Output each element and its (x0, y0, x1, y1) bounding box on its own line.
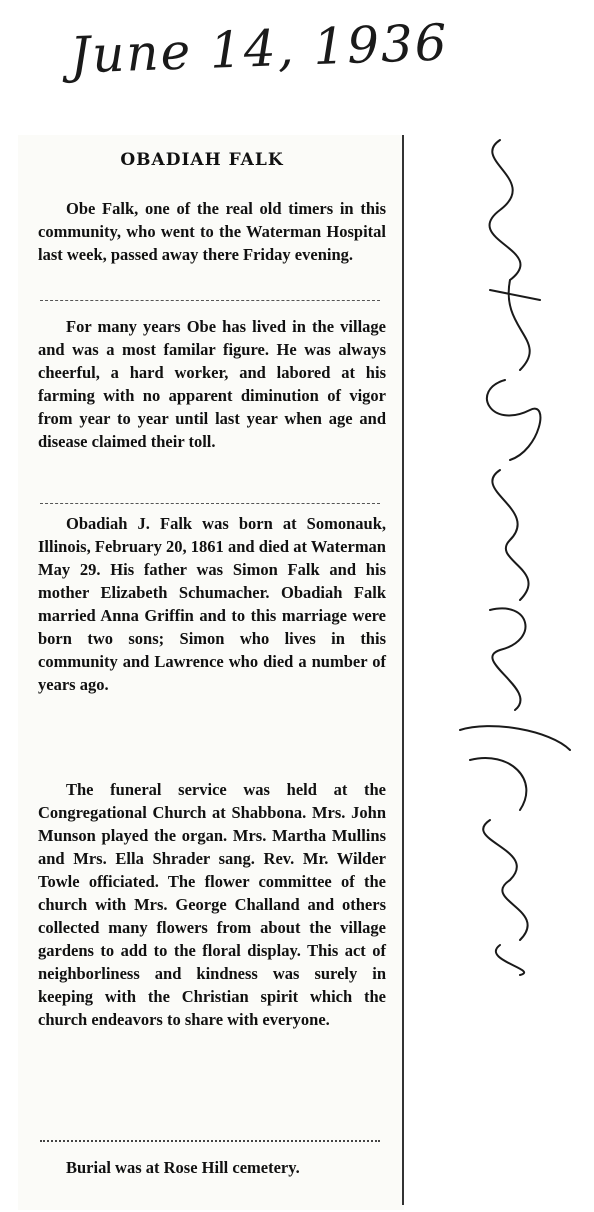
paragraph-text: For many years Obe has lived in the village and was a most familar figure. He was always cheerful, a hard worker, and labored at his farming with no apparent diminution of vigor from year to year until last year when age and disease claimed their toll. (38, 317, 386, 451)
article-headline: OBADIAH FALK (120, 150, 284, 170)
handwritten-date: June 14, 1936 (69, 13, 450, 85)
article-paragraph-1 (38, 197, 386, 266)
divider (40, 503, 380, 504)
divider (40, 300, 380, 301)
article-paragraph-4 (38, 778, 386, 1031)
article-paragraph-5 (38, 1156, 386, 1179)
paragraph-text: The funeral service was held at the Congregational Church at Shabbona. Mrs. John Munson played the organ. Mrs. Martha Mullins and Mrs. Ella Shrader sang. Rev. Mr. Wilder Towle officiated. The flower committee of the church with Mrs. George Challand and others collected many flowers from about the village gardens to add to the floral display. This act of neighborliness and kindness was surely in keeping with the Christian spirit which the church endeavors to share with everyone. (38, 780, 386, 1029)
paragraph-text: Obe Falk, one of the real old timers in this community, who went to the Waterman Hospital last week, passed away there Friday evening. (38, 199, 386, 264)
paragraph-text: Burial was at Rose Hill cemetery. (66, 1158, 300, 1177)
paragraph-text: Obadiah J. Falk was born at Somonauk, Illinois, February 20, 1861 and died at Waterman May 29. His father was Simon Falk and his mother Elizabeth Schumacher. Obadiah Falk married Anna Griffin and to this marriage were born two sons; Simon who lives in this community and Lawrence who died a number of years ago. (38, 514, 386, 694)
handwritten-source-signature (430, 130, 590, 980)
article-paragraph-3 (38, 512, 386, 696)
column-rule (402, 135, 404, 1205)
handwritten-source-note (430, 130, 590, 980)
divider (40, 1140, 380, 1142)
article-paragraph-2 (38, 315, 386, 453)
